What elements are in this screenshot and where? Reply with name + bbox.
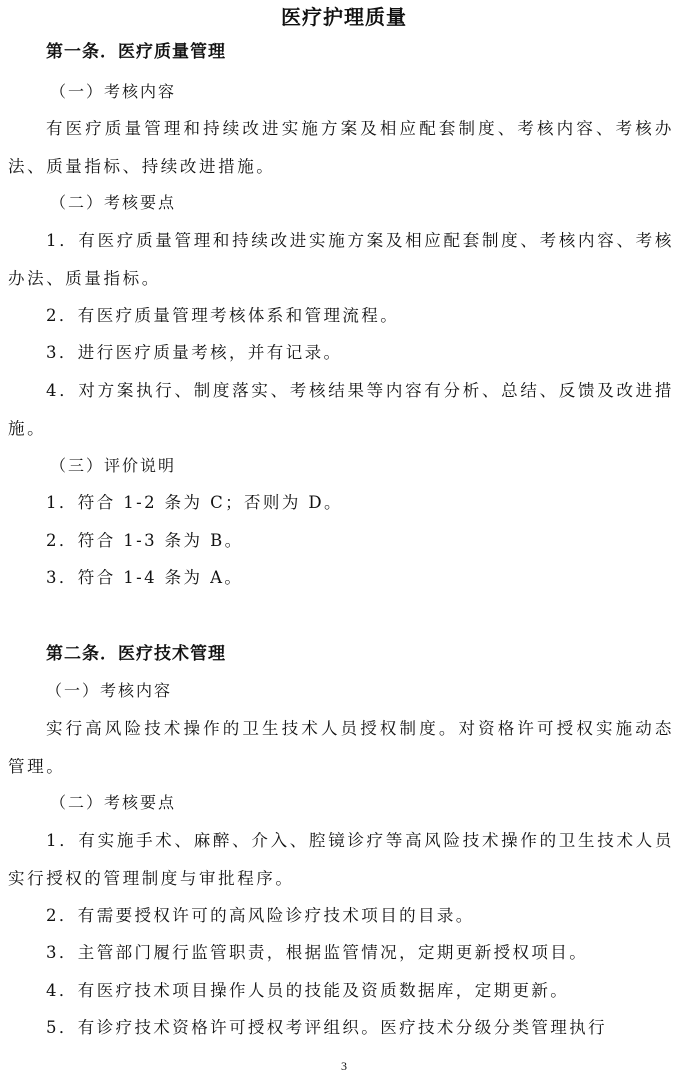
article1-subheading-points: （二）考核要点 [50, 193, 177, 212]
article1-subheading-evaluation: （三）评价说明 [50, 456, 177, 475]
article1-point-3: 3．进行医疗质量考核，并有记录。 [46, 343, 343, 362]
article2-subheading-content: （一）考核内容 [46, 681, 173, 700]
article1-eval-2: 2．符合 1-3 条为 B。 [46, 531, 244, 550]
article2-point-1: 1．有实施手术、麻醉、介入、腔镜诊疗等高风险技术操作的卫生技术人员实行授权的管理制度与审批程序。 [8, 831, 674, 888]
article1-eval-1: 1．符合 1-2 条为 C；否则为 D。 [46, 493, 343, 512]
article1-point-4: 4．对方案执行、制度落实、考核结果等内容有分析、总结、反馈及改进措施。 [8, 381, 674, 438]
article2-subheading-points: （二）考核要点 [50, 793, 177, 812]
article1-point-2: 2．有医疗质量管理考核体系和管理流程。 [46, 306, 400, 325]
article1-content-paragraph: 有医疗质量管理和持续改进实施方案及相应配套制度、考核内容、考核办法、质量指标、持续改进措施。 [8, 119, 674, 176]
article1-subheading-content: （一）考核内容 [50, 82, 177, 101]
article1-point-1: 1．有医疗质量管理和持续改进实施方案及相应配套制度、考核内容、考核办法、质量指标。 [8, 231, 674, 288]
article2-content-paragraph: 实行高风险技术操作的卫生技术人员授权制度。对资格许可授权实施动态管理。 [8, 719, 674, 776]
article2-heading: 第二条．医疗技术管理 [46, 644, 226, 664]
article1-heading: 第一条．医疗质量管理 [46, 42, 226, 62]
article1-eval-3: 3．符合 1-4 条为 A。 [46, 568, 244, 587]
article2-point-3: 3．主管部门履行监管职责，根据监管情况，定期更新授权项目。 [46, 943, 589, 962]
page-number: 3 [341, 1059, 347, 1073]
page-title: 医疗护理质量 [281, 5, 407, 29]
article2-point-5: 5．有诊疗技术资格许可授权考评组织。医疗技术分级分类管理执行 [46, 1018, 607, 1037]
article2-point-4: 4．有医疗技术项目操作人员的技能及资质数据库，定期更新。 [46, 981, 570, 1000]
article2-point-2: 2．有需要授权许可的高风险诊疗技术项目的目录。 [46, 906, 475, 925]
